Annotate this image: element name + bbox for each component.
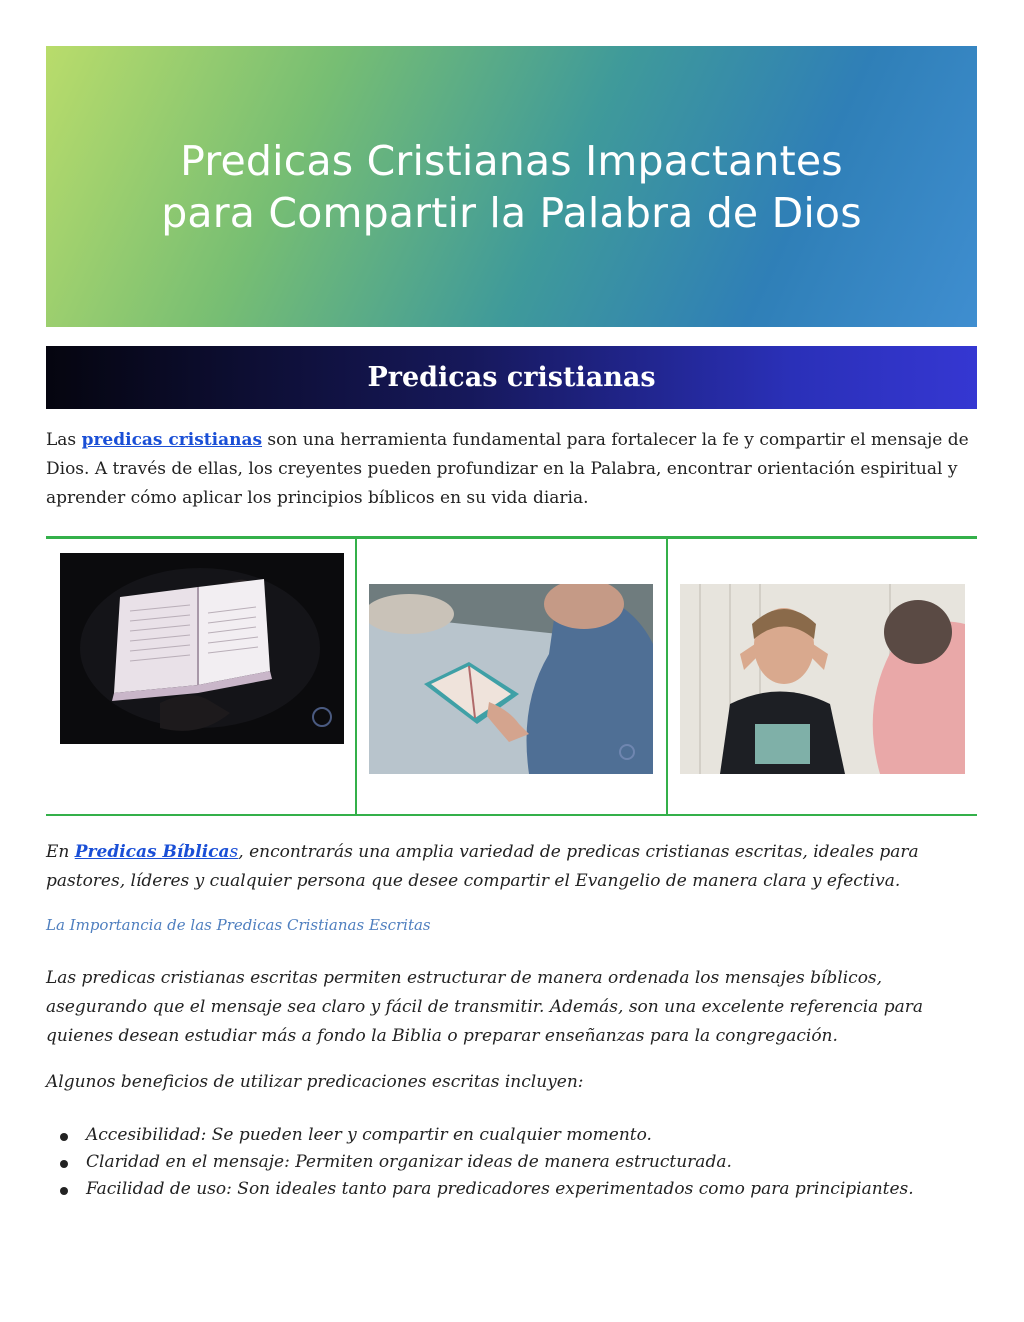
list-item <box>46 1149 977 1176</box>
intro-prefix: Las <box>46 430 82 450</box>
section-heading-band <box>46 346 977 409</box>
gallery-cell-2 <box>355 539 666 814</box>
hero-banner <box>46 46 977 327</box>
predicas-biblicas-paragraph <box>46 838 977 896</box>
gallery-cell-1 <box>46 539 355 814</box>
importance-subheading: La Importancia de las Predicas Cristianas Escritas <box>46 916 431 934</box>
predicas-biblicas-link-tail[interactable]: s <box>229 842 239 862</box>
importance-paragraph: Las predicas cristianas escritas permiten estructurar de manera ordenada los mensajes bíblicos, asegurando que el mensaje sea claro y fácil de transmitir. Además, son una excelente referencia para quienes desean estudiar más a fondo la Biblia o preparar enseñanzas para la congregación. <box>46 968 924 1046</box>
benefits-list <box>46 1122 977 1203</box>
intro-rest: son una herramienta fundamental para fortalecer la fe y compartir el mensaje de Dios. A través de ellas, los creyentes pueden profundizar en la Palabra, encontrar orientación espiritual y aprender cómo aplicar los principios bíblicos en su vida diaria. <box>46 430 969 508</box>
bullet-icon <box>60 1133 68 1141</box>
benefit-text: Facilidad de uso: Son ideales tanto para predicadores experimentados como para principiantes. <box>86 1179 914 1199</box>
title-line-2: para Compartir la Palabra de Dios <box>161 188 862 237</box>
predicas-biblicas-link[interactable]: Predicas Bíblica <box>74 842 230 862</box>
open-bible-photo <box>60 553 344 744</box>
bible-reading-photo <box>369 584 653 774</box>
bullet-icon <box>60 1160 68 1168</box>
bullet-icon <box>60 1187 68 1195</box>
page-title <box>161 135 862 239</box>
section-heading: Predicas cristianas <box>367 362 656 393</box>
benefit-text: Claridad en el mensaje: Permiten organizar ideas de manera estructurada. <box>86 1152 732 1172</box>
image-gallery <box>46 536 977 816</box>
benefits-intro: Algunos beneficios de utilizar predicaciones escritas incluyen: <box>46 1072 584 1092</box>
youth-ears-covered-photo <box>680 584 965 774</box>
p2-prefix: En <box>46 842 75 862</box>
title-line-1: Predicas Cristianas Impactantes <box>180 136 843 185</box>
predicas-cristianas-link[interactable]: predicas cristianas <box>81 430 263 450</box>
intro-paragraph <box>46 426 977 513</box>
benefit-text: Accesibilidad: Se pueden leer y compartir en cualquier momento. <box>86 1125 652 1145</box>
list-item <box>46 1122 977 1149</box>
gallery-cell-3 <box>666 539 977 814</box>
list-item <box>46 1176 977 1203</box>
p2-rest: , encontrarás una amplia variedad de predicas cristianas escritas, ideales para pastores, líderes y cualquier persona que desee compartir el Evangelio de manera clara y efectiva. <box>46 842 919 891</box>
